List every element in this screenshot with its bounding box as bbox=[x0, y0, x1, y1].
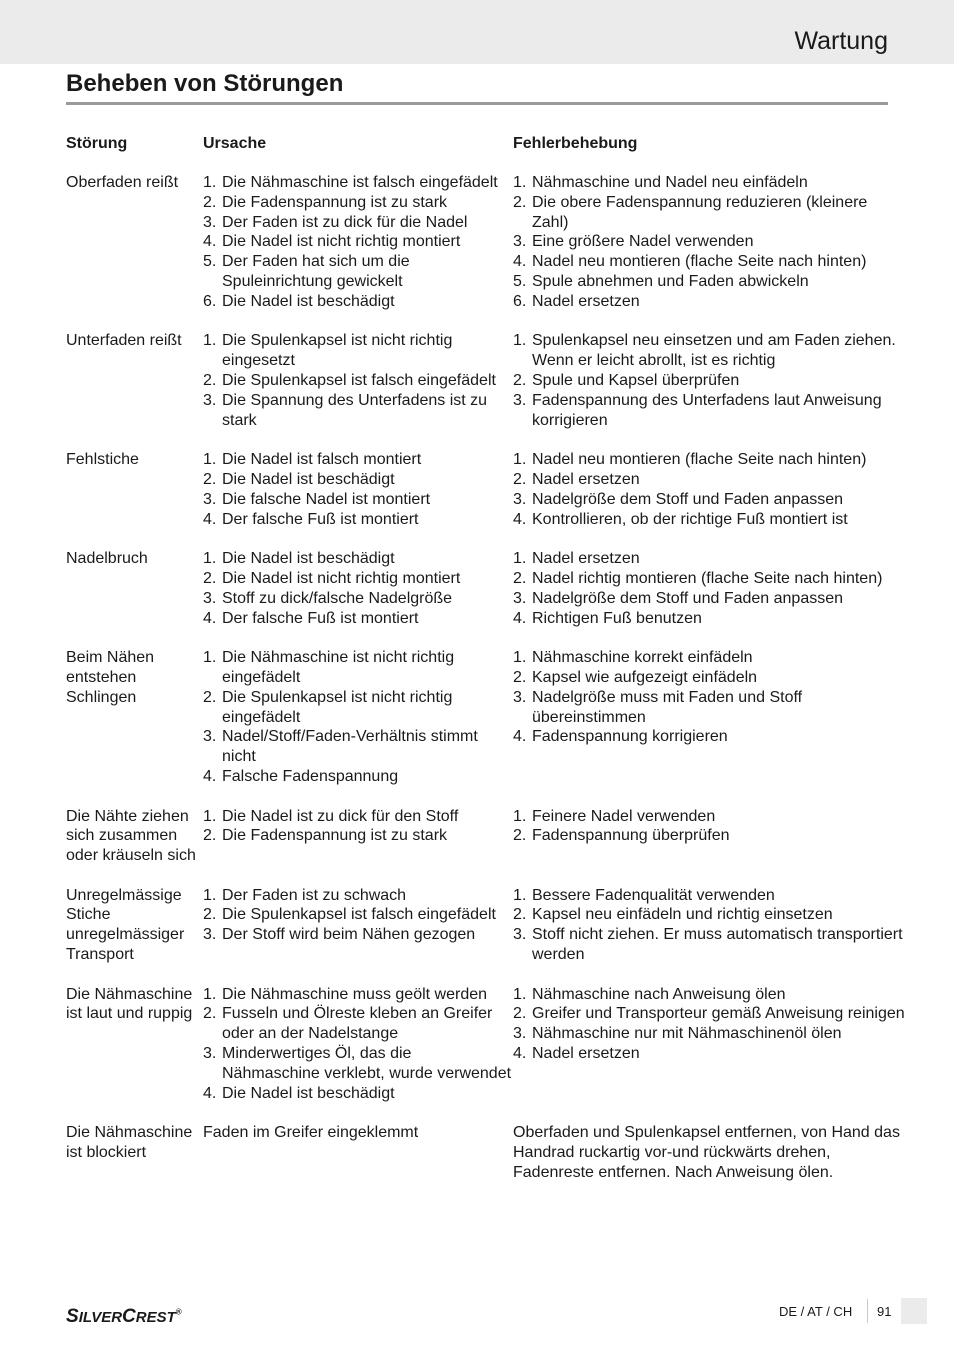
list-text: Die Nadel ist nicht richtig montiert bbox=[222, 233, 461, 251]
cause-cell-list bbox=[203, 331, 513, 430]
list-item bbox=[513, 470, 906, 490]
list-item bbox=[513, 232, 906, 252]
list-item bbox=[513, 292, 906, 312]
list-text: Der Faden ist zu schwach bbox=[222, 886, 407, 904]
list-text: Die Fadenspannung ist zu stark bbox=[222, 193, 448, 211]
fix-cell-list bbox=[513, 450, 906, 529]
footer-divider bbox=[867, 1299, 868, 1323]
fix-cell bbox=[513, 331, 906, 430]
list-item bbox=[203, 727, 513, 767]
list-item bbox=[203, 1044, 513, 1084]
list-item bbox=[513, 905, 906, 925]
list-number: 2. bbox=[513, 371, 527, 389]
list-item bbox=[513, 1044, 906, 1064]
list-item bbox=[513, 549, 906, 569]
list-number: 4. bbox=[513, 728, 527, 746]
list-text: Die Nadel ist beschädigt bbox=[222, 470, 395, 488]
list-text: Kapsel wie aufgezeigt einfädeln bbox=[532, 668, 758, 686]
list-text: Bessere Fadenqualität verwenden bbox=[532, 886, 775, 904]
list-text: Nähmaschine nur mit Nähmaschinenöl ölen bbox=[532, 1025, 842, 1043]
table-row bbox=[66, 648, 906, 787]
list-number: 5. bbox=[513, 272, 527, 290]
list-item bbox=[513, 609, 906, 629]
fix-cell-list bbox=[513, 173, 906, 312]
list-text: Nadel ersetzen bbox=[532, 292, 640, 310]
list-text: Der Faden ist zu dick für die Nadel bbox=[222, 213, 468, 231]
list-item bbox=[203, 688, 513, 728]
list-item bbox=[203, 213, 513, 233]
list-number: 2. bbox=[513, 470, 527, 488]
list-number: 4. bbox=[513, 253, 527, 271]
list-number: 2. bbox=[203, 827, 217, 845]
list-number: 4. bbox=[203, 609, 217, 627]
list-text: Nadel ersetzen bbox=[532, 470, 640, 488]
list-text: Die Spulenkapsel ist falsch eingefädelt bbox=[222, 906, 496, 924]
list-text: Stoff zu dick/falsche Nadelgröße bbox=[222, 589, 453, 607]
page-footer bbox=[0, 1296, 954, 1328]
list-number: 1. bbox=[203, 550, 217, 568]
list-number: 3. bbox=[513, 1025, 527, 1043]
list-item bbox=[513, 668, 906, 688]
list-text: Die Nähmaschine muss geölt werden bbox=[222, 985, 488, 1003]
list-number: 2. bbox=[513, 569, 527, 587]
list-item bbox=[513, 727, 906, 747]
list-text: Der falsche Fuß ist montiert bbox=[222, 510, 419, 528]
list-number: 4. bbox=[203, 767, 217, 785]
list-item bbox=[203, 648, 513, 688]
list-text: Die Spulenkapsel ist nicht richtig eingesetzt bbox=[222, 332, 453, 370]
list-text: Nadel/Stoff/Faden-Verhältnis stimmt nicht bbox=[222, 728, 478, 766]
list-number: 3. bbox=[513, 589, 527, 607]
list-item bbox=[513, 807, 906, 827]
list-item bbox=[513, 391, 906, 431]
list-number: 2. bbox=[513, 668, 527, 686]
list-number: 1. bbox=[203, 451, 217, 469]
list-number: 1. bbox=[203, 886, 217, 904]
list-text: Richtigen Fuß benutzen bbox=[532, 609, 702, 627]
list-number: 2. bbox=[203, 1005, 217, 1023]
list-item bbox=[513, 1024, 906, 1044]
list-text: Der Faden hat sich um die Spuleinrichtung gewickelt bbox=[222, 253, 410, 290]
table-row bbox=[66, 985, 906, 1104]
list-number: 1. bbox=[203, 649, 217, 667]
list-text: Die Nähmaschine ist nicht richtig eingefädelt bbox=[222, 649, 455, 686]
cause-cell bbox=[203, 173, 513, 312]
list-text: Nähmaschine und Nadel neu einfädeln bbox=[532, 174, 808, 191]
list-number: 3. bbox=[203, 490, 217, 508]
list-item bbox=[203, 905, 513, 925]
list-number: 1. bbox=[513, 174, 527, 191]
list-number: 2. bbox=[513, 1005, 527, 1023]
list-item bbox=[513, 510, 906, 530]
list-text: Die Nähmaschine ist falsch eingefädelt bbox=[222, 174, 498, 191]
list-item bbox=[203, 450, 513, 470]
table-body bbox=[66, 173, 906, 1183]
page-tab-marker bbox=[901, 1298, 927, 1324]
list-text: Eine größere Nadel verwenden bbox=[532, 233, 754, 251]
list-text: Die Nadel ist beschädigt bbox=[222, 1084, 395, 1102]
list-text: Die Nadel ist beschädigt bbox=[222, 292, 395, 310]
list-text: Nadel richtig montieren (flache Seite nach hinten) bbox=[532, 569, 883, 587]
fix-cell bbox=[513, 886, 906, 965]
list-text: Nähmaschine nach Anweisung ölen bbox=[532, 985, 786, 1003]
list-text: Die Nadel ist beschädigt bbox=[222, 550, 395, 568]
list-text: Spule und Kapsel überprüfen bbox=[532, 371, 740, 389]
list-item bbox=[513, 371, 906, 391]
list-number: 2. bbox=[203, 470, 217, 488]
list-number: 3. bbox=[203, 213, 217, 231]
list-item bbox=[203, 470, 513, 490]
fix-cell bbox=[513, 985, 906, 1104]
fix-cell-list bbox=[513, 886, 906, 965]
list-text: Fadenspannung des Unterfadens laut Anweisung korrigieren bbox=[532, 391, 882, 429]
list-item bbox=[513, 688, 906, 728]
cause-cell-list bbox=[203, 648, 513, 787]
list-item bbox=[203, 391, 513, 431]
list-number: 3. bbox=[203, 926, 217, 944]
list-text: Nadel neu montieren (flache Seite nach hinten) bbox=[532, 451, 867, 469]
cause-cell bbox=[203, 331, 513, 430]
list-text: Greifer und Transporteur gemäß Anweisung reinigen bbox=[532, 1005, 905, 1023]
list-text: Die Nadel ist nicht richtig montiert bbox=[222, 569, 461, 587]
list-number: 3. bbox=[203, 589, 217, 607]
list-item bbox=[203, 925, 513, 945]
list-text: Nadel ersetzen bbox=[532, 1045, 640, 1063]
fix-cell-list bbox=[513, 648, 906, 747]
list-number: 2. bbox=[203, 569, 217, 587]
fix-cell bbox=[513, 807, 906, 866]
fix-cell bbox=[513, 648, 906, 787]
list-text: Nähmaschine korrekt einfädeln bbox=[532, 649, 753, 667]
problem-cell: Unregelmässige Stiche unregelmässiger Transport bbox=[66, 886, 185, 964]
cause-cell-list bbox=[203, 450, 513, 529]
column-header-cause: Ursache bbox=[203, 135, 267, 152]
problem-cell: Nadelbruch bbox=[66, 550, 148, 568]
list-number: 3. bbox=[203, 728, 217, 746]
list-number: 1. bbox=[203, 985, 217, 1003]
list-text: Die Fadenspannung ist zu stark bbox=[222, 827, 448, 845]
cause-cell bbox=[203, 985, 513, 1104]
list-number: 2. bbox=[513, 193, 527, 211]
list-text: Nadelgröße muss mit Faden und Stoff übereinstimmen bbox=[532, 688, 803, 726]
list-item bbox=[513, 490, 906, 510]
list-number: 3. bbox=[513, 926, 527, 944]
list-text: Fusseln und Ölreste kleben an Greifer oder an der Nadelstange bbox=[222, 1005, 493, 1043]
list-number: 1. bbox=[513, 649, 527, 667]
list-number: 1. bbox=[513, 550, 527, 568]
cause-cell bbox=[203, 807, 513, 866]
list-item bbox=[513, 589, 906, 609]
list-number: 2. bbox=[513, 906, 527, 924]
list-text: Der falsche Fuß ist montiert bbox=[222, 609, 419, 627]
list-text: Kapsel neu einfädeln und richtig einsetzen bbox=[532, 906, 833, 924]
list-text: Die Nadel ist falsch montiert bbox=[222, 451, 422, 469]
list-item bbox=[203, 589, 513, 609]
table-header bbox=[66, 134, 906, 173]
list-text: Kontrollieren, ob der richtige Fuß montiert ist bbox=[532, 510, 848, 528]
list-item bbox=[513, 272, 906, 292]
list-number: 1. bbox=[513, 985, 527, 1003]
list-item bbox=[203, 985, 513, 1005]
list-item bbox=[513, 985, 906, 1005]
list-text: Die Spulenkapsel ist nicht richtig eingefädelt bbox=[222, 688, 453, 726]
fix-cell-list bbox=[513, 549, 906, 628]
locale-label: DE / AT / CH bbox=[779, 1304, 853, 1319]
table-row bbox=[66, 1123, 906, 1182]
list-number: 4. bbox=[513, 609, 527, 627]
problem-cell: Die Nähmaschine ist laut und ruppig bbox=[66, 985, 193, 1023]
list-item bbox=[513, 173, 906, 193]
list-item bbox=[513, 886, 906, 906]
list-text: Nadel ersetzen bbox=[532, 550, 640, 568]
list-number: 2. bbox=[203, 906, 217, 924]
table-row bbox=[66, 807, 906, 866]
list-item bbox=[203, 193, 513, 213]
cause-cell-list bbox=[203, 549, 513, 628]
page-number: 91 bbox=[877, 1304, 892, 1319]
list-item bbox=[203, 1004, 513, 1044]
list-text: Nadelgröße dem Stoff und Faden anpassen bbox=[532, 589, 844, 607]
list-item bbox=[203, 609, 513, 629]
list-item bbox=[513, 1004, 906, 1024]
list-number: 1. bbox=[513, 451, 527, 469]
list-item bbox=[513, 569, 906, 589]
silvercrest-logo: SILVERCREST® bbox=[66, 1306, 182, 1327]
list-number: 6. bbox=[203, 292, 217, 310]
list-item bbox=[203, 292, 513, 312]
list-item bbox=[513, 193, 906, 233]
list-text: Die falsche Nadel ist montiert bbox=[222, 490, 431, 508]
list-number: 3. bbox=[513, 490, 527, 508]
table-row bbox=[66, 549, 906, 628]
fix-cell-list bbox=[513, 985, 906, 1064]
list-item bbox=[203, 826, 513, 846]
list-number: 3. bbox=[513, 391, 527, 409]
cause-cell bbox=[203, 886, 513, 965]
list-text: Spulenkapsel neu einsetzen und am Faden ziehen. Wenn er leicht abrollt, ist es richtig bbox=[532, 332, 896, 370]
list-text: Fadenspannung überprüfen bbox=[532, 827, 730, 845]
list-item bbox=[513, 826, 906, 846]
column-header-fix: Fehlerbehebung bbox=[513, 135, 638, 152]
cause-cell-list bbox=[203, 807, 513, 847]
cause-cell-list bbox=[203, 173, 513, 312]
list-text: Minderwertiges Öl, das die Nähmaschine verklebt, wurde verwendet bbox=[222, 1045, 512, 1082]
problem-cell: Die Nähte ziehen sich zusammen oder kräuseln sich bbox=[66, 807, 196, 865]
list-item bbox=[203, 490, 513, 510]
list-number: 3. bbox=[513, 233, 527, 251]
list-item bbox=[513, 252, 906, 272]
list-number: 2. bbox=[513, 827, 527, 845]
problem-cell: Oberfaden reißt bbox=[66, 174, 179, 191]
title-divider bbox=[66, 102, 888, 105]
list-number: 2. bbox=[203, 688, 217, 706]
list-item bbox=[203, 371, 513, 391]
list-item bbox=[203, 1084, 513, 1104]
list-text: Nadelgröße dem Stoff und Faden anpassen bbox=[532, 490, 844, 508]
list-text: Die Spannung des Unterfadens ist zu stark bbox=[222, 391, 488, 429]
list-number: 4. bbox=[513, 1045, 527, 1063]
list-number: 1. bbox=[203, 174, 217, 191]
list-item bbox=[513, 925, 906, 965]
list-number: 1. bbox=[203, 807, 217, 825]
list-item bbox=[203, 331, 513, 371]
list-text: Feinere Nadel verwenden bbox=[532, 807, 716, 825]
list-item bbox=[203, 767, 513, 787]
list-item bbox=[513, 648, 906, 668]
cause-cell-list bbox=[203, 886, 513, 945]
list-item bbox=[203, 886, 513, 906]
table-row bbox=[66, 331, 906, 430]
list-item bbox=[203, 232, 513, 252]
list-number: 4. bbox=[513, 510, 527, 528]
list-number: 1. bbox=[513, 332, 527, 350]
list-number: 3. bbox=[203, 1045, 217, 1063]
list-number: 6. bbox=[513, 292, 527, 310]
list-text: Stoff nicht ziehen. Er muss automatisch transportiert werden bbox=[532, 926, 903, 964]
cause-cell: Faden im Greifer eingeklemmt bbox=[203, 1124, 419, 1142]
list-number: 1. bbox=[513, 807, 527, 825]
list-text: Die Spulenkapsel ist falsch eingefädelt bbox=[222, 371, 496, 389]
list-item bbox=[203, 252, 513, 292]
list-item bbox=[203, 807, 513, 827]
troubleshooting-table bbox=[66, 134, 906, 1202]
list-item bbox=[203, 173, 513, 193]
list-number: 2. bbox=[203, 371, 217, 389]
fix-cell-list bbox=[513, 807, 906, 847]
list-number: 1. bbox=[203, 332, 217, 350]
list-text: Die Nadel ist zu dick für den Stoff bbox=[222, 807, 459, 825]
table-row bbox=[66, 173, 906, 312]
fix-cell bbox=[513, 549, 906, 628]
list-text: Der Stoff wird beim Nähen gezogen bbox=[222, 926, 476, 944]
cause-cell bbox=[203, 648, 513, 787]
list-number: 4. bbox=[203, 510, 217, 528]
problem-cell: Beim Nähen entstehen Schlingen bbox=[66, 649, 155, 706]
section-title: Wartung bbox=[794, 27, 888, 55]
problem-cell: Die Nähmaschine ist blockiert bbox=[66, 1124, 193, 1162]
table-row bbox=[66, 886, 906, 965]
list-text: Fadenspannung korrigieren bbox=[532, 728, 728, 746]
fix-cell bbox=[513, 173, 906, 312]
problem-cell: Fehlstiche bbox=[66, 451, 139, 469]
page-title: Beheben von Störungen bbox=[66, 70, 344, 97]
column-header-problem: Störung bbox=[66, 135, 128, 152]
list-item bbox=[513, 331, 906, 371]
fix-cell-list bbox=[513, 331, 906, 430]
table-row bbox=[66, 450, 906, 529]
list-text: Spule abnehmen und Faden abwickeln bbox=[532, 272, 809, 290]
list-item bbox=[513, 450, 906, 470]
problem-cell: Unterfaden reißt bbox=[66, 332, 182, 350]
list-text: Falsche Fadenspannung bbox=[222, 767, 399, 785]
fix-cell: Oberfaden und Spulenkapsel entfernen, von Hand das Handrad ruckartig vor-und rückwärts drehen, Fadenreste entfernen. Nach Anweisung ölen. bbox=[513, 1124, 900, 1181]
list-number: 2. bbox=[203, 193, 217, 211]
list-number: 4. bbox=[203, 1084, 217, 1102]
list-number: 1. bbox=[513, 886, 527, 904]
cause-cell bbox=[203, 450, 513, 529]
cause-cell-list bbox=[203, 985, 513, 1104]
list-text: Nadel neu montieren (flache Seite nach hinten) bbox=[532, 253, 867, 271]
list-item bbox=[203, 549, 513, 569]
fix-cell bbox=[513, 450, 906, 529]
list-item bbox=[203, 569, 513, 589]
list-number: 4. bbox=[203, 233, 217, 251]
cause-cell bbox=[203, 549, 513, 628]
list-number: 3. bbox=[203, 391, 217, 409]
list-item bbox=[203, 510, 513, 530]
list-number: 3. bbox=[513, 688, 527, 706]
list-number: 5. bbox=[203, 253, 217, 271]
list-text: Die obere Fadenspannung reduzieren (kleinere Zahl) bbox=[532, 193, 868, 231]
